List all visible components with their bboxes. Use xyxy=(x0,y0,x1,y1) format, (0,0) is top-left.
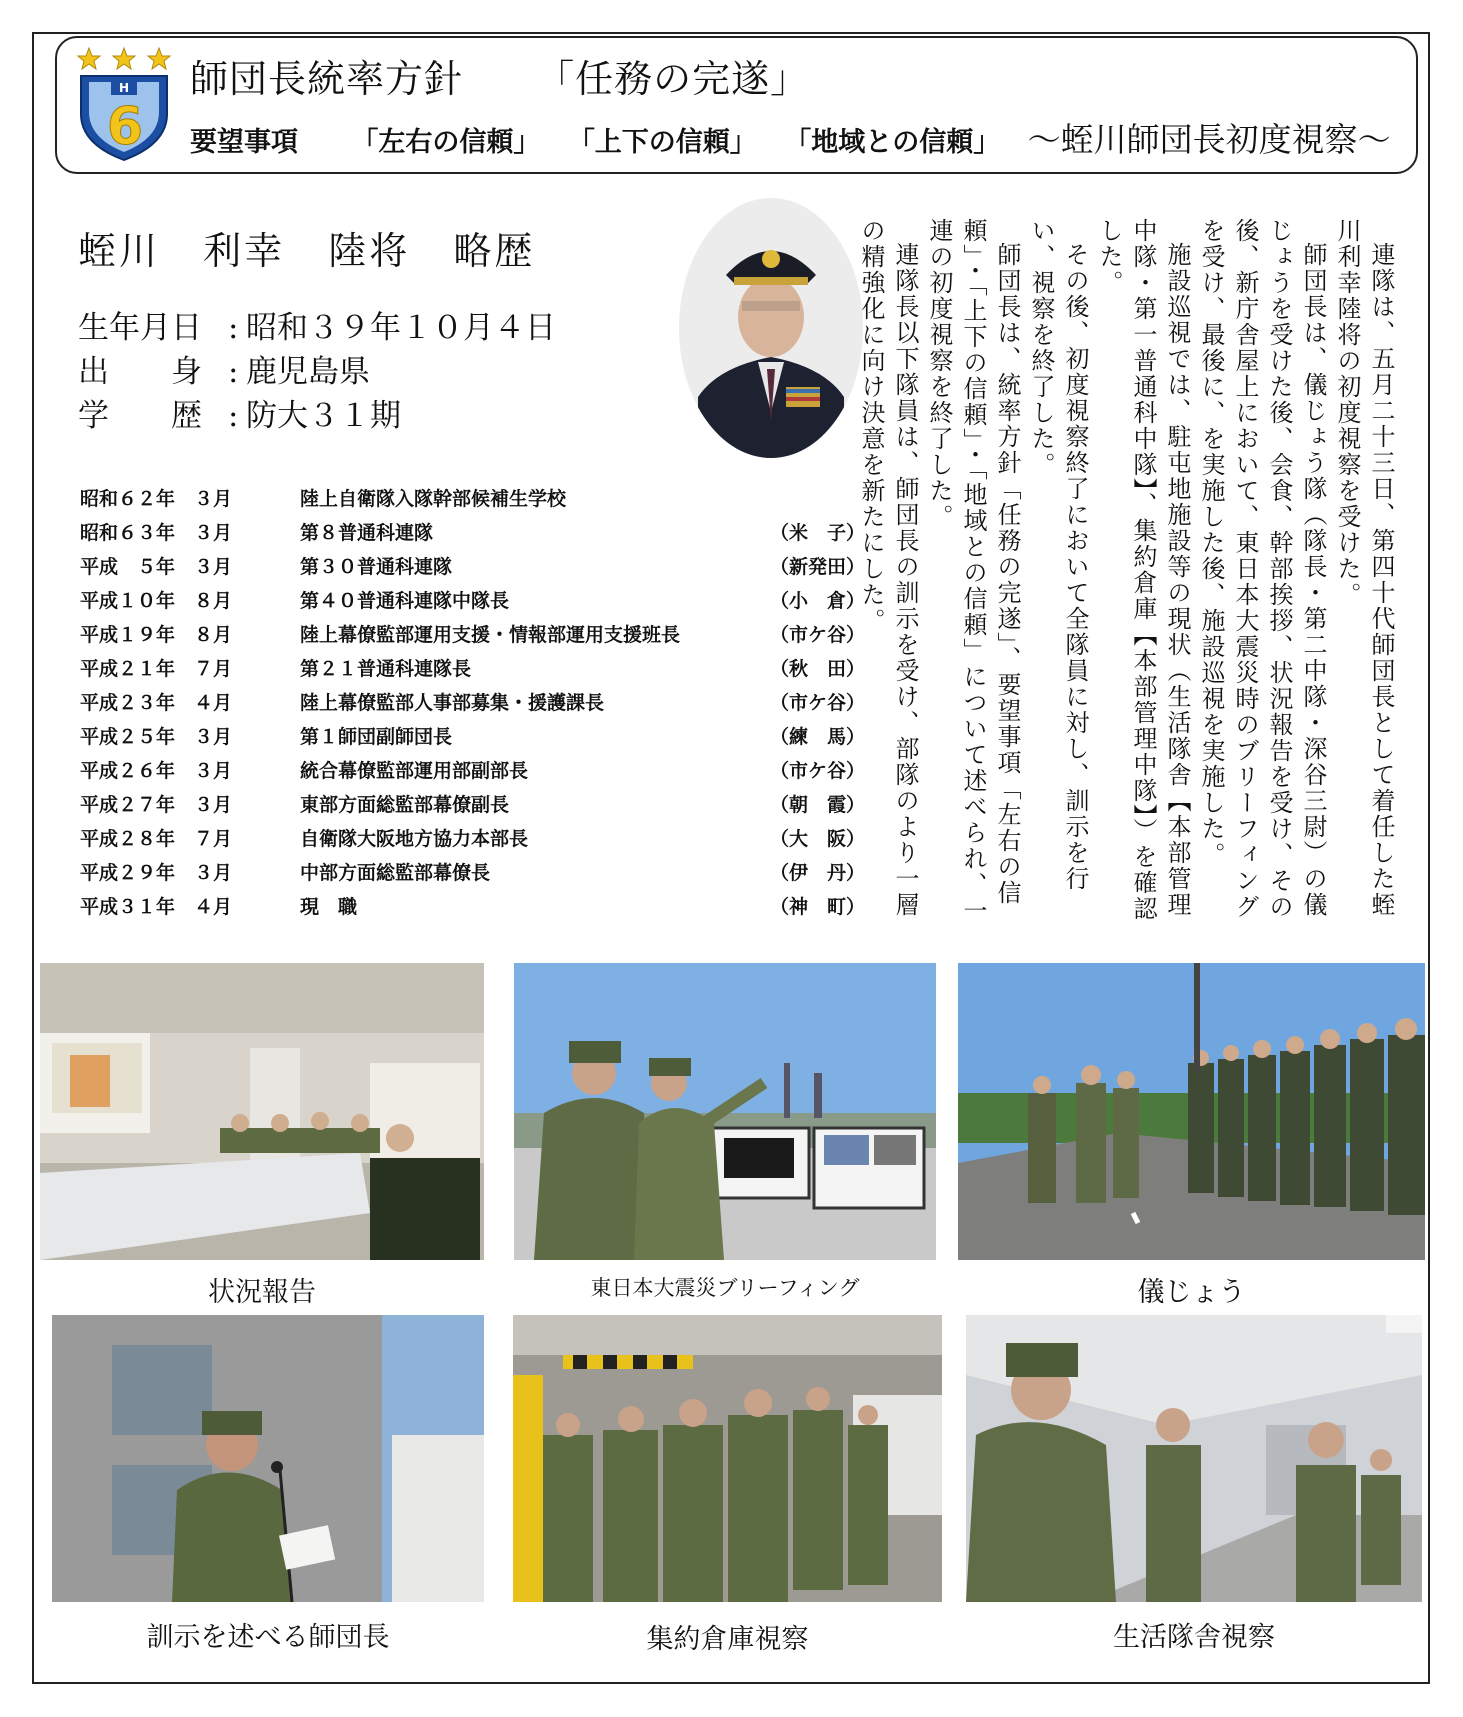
bio-field: 出 身 : 鹿児島県 xyxy=(78,354,370,390)
career-date: 平成２５年 ３月 xyxy=(80,725,233,748)
career-date: 平成２６年 ３月 xyxy=(80,759,233,782)
career-post: 第１師団副師団長 xyxy=(300,725,453,748)
career-location: （米 子） xyxy=(770,521,866,544)
career-date: 平成２１年 ７月 xyxy=(80,657,233,680)
career-post: 中部方面総監部幕僚長 xyxy=(300,861,491,884)
career-post: 陸上幕僚監部運用支援・情報部運用支援班長 xyxy=(300,623,681,646)
career-row xyxy=(80,888,870,922)
career-location: （市ケ谷） xyxy=(770,623,866,646)
bio-field: 生年月日 : 昭和３９年１０月４日 xyxy=(78,310,556,346)
name-part: 陸将 xyxy=(328,229,411,273)
article-paragraph: 師団長は、統率方針「任務の完遂」、要望事項「左右の信頼」・「上下の信頼」・「地域との信頼」について述べられ、一連の初度視察を終了した。 xyxy=(925,218,1021,924)
career-row xyxy=(80,752,870,786)
career-post: 第３０普通科連隊 xyxy=(300,555,453,578)
career-table xyxy=(80,480,870,922)
name-part: 蛭川 xyxy=(78,229,161,273)
career-post: 統合幕僚監部運用部副部長 xyxy=(300,759,529,782)
career-row xyxy=(80,786,870,820)
career-post: 第２１普通科連隊長 xyxy=(300,657,472,680)
career-location: （伊 丹） xyxy=(770,861,866,884)
policy-label: 師団長統率方針 xyxy=(190,57,464,101)
career-location: （市ケ谷） xyxy=(770,759,866,782)
article-paragraph: 連隊は、五月二十三日、第四十代師団長として着任した蛭川利幸陸将の初度視察を受けた。 xyxy=(1333,218,1395,918)
career-post: 自衛隊大阪地方協力本部長 xyxy=(300,827,529,850)
request-item: 「上下の信頼」 xyxy=(567,127,757,158)
career-row xyxy=(80,616,870,650)
career-post: 東部方面総監部幕僚副長 xyxy=(300,793,510,816)
caption-situation-report: 状況報告 xyxy=(208,1277,316,1308)
article-paragraph: 師団長は、儀じょう隊（隊長・第二中隊・深谷三尉）の儀じょうを受けた後、会食、幹部挨拶、状況報告を受け、その後、新庁舎屋上において、東日本大震災時のブリーフィングを受け、最後に、を実施した後、施設巡視を実施した。 xyxy=(1197,218,1327,920)
career-date: 平成３１年 ４月 xyxy=(80,895,233,918)
career-date: 平成１０年 ８月 xyxy=(80,589,233,612)
photo-warehouse-inspection xyxy=(513,1315,942,1602)
career-row xyxy=(80,650,870,684)
career-post: 陸上幕僚監部人事部募集・援護課長 xyxy=(300,691,605,714)
caption-warehouse-inspection: 集約倉庫視察 xyxy=(646,1624,809,1655)
career-location: （市ケ谷） xyxy=(770,691,866,714)
svg-text:6: 6 xyxy=(106,97,144,157)
requests-label: 要望事項 xyxy=(190,127,298,158)
career-post: 陸上自衛隊入隊幹部候補生学校 xyxy=(300,487,567,510)
caption-barracks-inspection: 生活隊舎視察 xyxy=(1113,1622,1275,1653)
career-location: （朝 霞） xyxy=(770,793,866,816)
caption-earthquake-briefing: 東日本大震災ブリーフィング xyxy=(590,1276,860,1300)
career-date: 平成２９年 ３月 xyxy=(80,861,233,884)
career-post: 第４０普通科連隊中隊長 xyxy=(300,589,510,612)
article-paragraph: 施設巡視では、駐屯地施設等の現状（生活隊舎【本部管理中隊・第一普通科中隊】、集約倉庫【本部管理中隊】）を確認した。 xyxy=(1095,218,1191,922)
article-body xyxy=(857,218,1398,938)
career-row xyxy=(80,582,870,616)
photo-barracks-inspection xyxy=(966,1315,1422,1602)
career-date: 昭和６２年 ３月 xyxy=(80,487,233,510)
bio-heading xyxy=(78,220,563,275)
photo-honor-guard xyxy=(958,963,1425,1260)
policy-heading xyxy=(190,48,809,103)
bio-fields xyxy=(78,306,556,438)
bio-field: 学 歴 : 防大３１期 xyxy=(78,398,401,434)
name-part: 略歴 xyxy=(453,229,536,273)
name-part: 利幸 xyxy=(203,229,286,273)
career-date: 平成２７年 ３月 xyxy=(80,793,233,816)
article-paragraph: その後、初度視察終了において全隊員に対し、訓示を行い、視察を終了した。 xyxy=(1027,218,1089,892)
requests-line xyxy=(190,114,1391,161)
career-date: 平成１９年 ８月 xyxy=(80,623,233,646)
career-row xyxy=(80,684,870,718)
career-location: （秋 田） xyxy=(770,657,866,680)
career-post: 第８普通科連隊 xyxy=(300,521,434,544)
caption-honor-guard: 儀じょう xyxy=(1137,1277,1246,1308)
article-paragraph: 連隊長以下隊員は、師団長の訓示を受け、部隊のより一層の精強化に向け決意を新たにした。 xyxy=(857,218,919,918)
career-date: 平成２８年 ７月 xyxy=(80,827,233,850)
request-item: 「地域との信頼」 xyxy=(784,127,1001,158)
career-location: （小 倉） xyxy=(770,589,866,612)
career-row xyxy=(80,718,870,752)
commander-portrait xyxy=(678,197,864,459)
request-item: 「左右の信頼」 xyxy=(351,127,541,158)
career-row xyxy=(80,480,870,514)
photo-earthquake-briefing xyxy=(514,963,936,1260)
visit-title: ～蛭川師団長初度視察～ xyxy=(1027,120,1391,159)
policy-value: 「任務の完遂」 xyxy=(536,57,810,101)
career-location: （練 馬） xyxy=(770,725,866,748)
career-location: （大 阪） xyxy=(770,827,866,850)
career-row xyxy=(80,820,870,854)
career-post: 現 職 xyxy=(300,895,358,918)
division-emblem-icon xyxy=(75,44,173,162)
career-row xyxy=(80,548,870,582)
career-row xyxy=(80,854,870,888)
career-location: （新発田） xyxy=(770,555,866,578)
career-row xyxy=(80,514,870,548)
svg-text:H: H xyxy=(118,81,130,95)
career-location: （神 町） xyxy=(770,895,866,918)
career-date: 平成２３年 ４月 xyxy=(80,691,233,714)
career-date: 平成 ５年 ３月 xyxy=(80,555,233,578)
career-date: 昭和６３年 ３月 xyxy=(80,521,233,544)
photo-commander-address xyxy=(52,1315,484,1602)
caption-commander-address: 訓示を述べる師団長 xyxy=(146,1622,390,1653)
photo-situation-report xyxy=(40,963,484,1260)
